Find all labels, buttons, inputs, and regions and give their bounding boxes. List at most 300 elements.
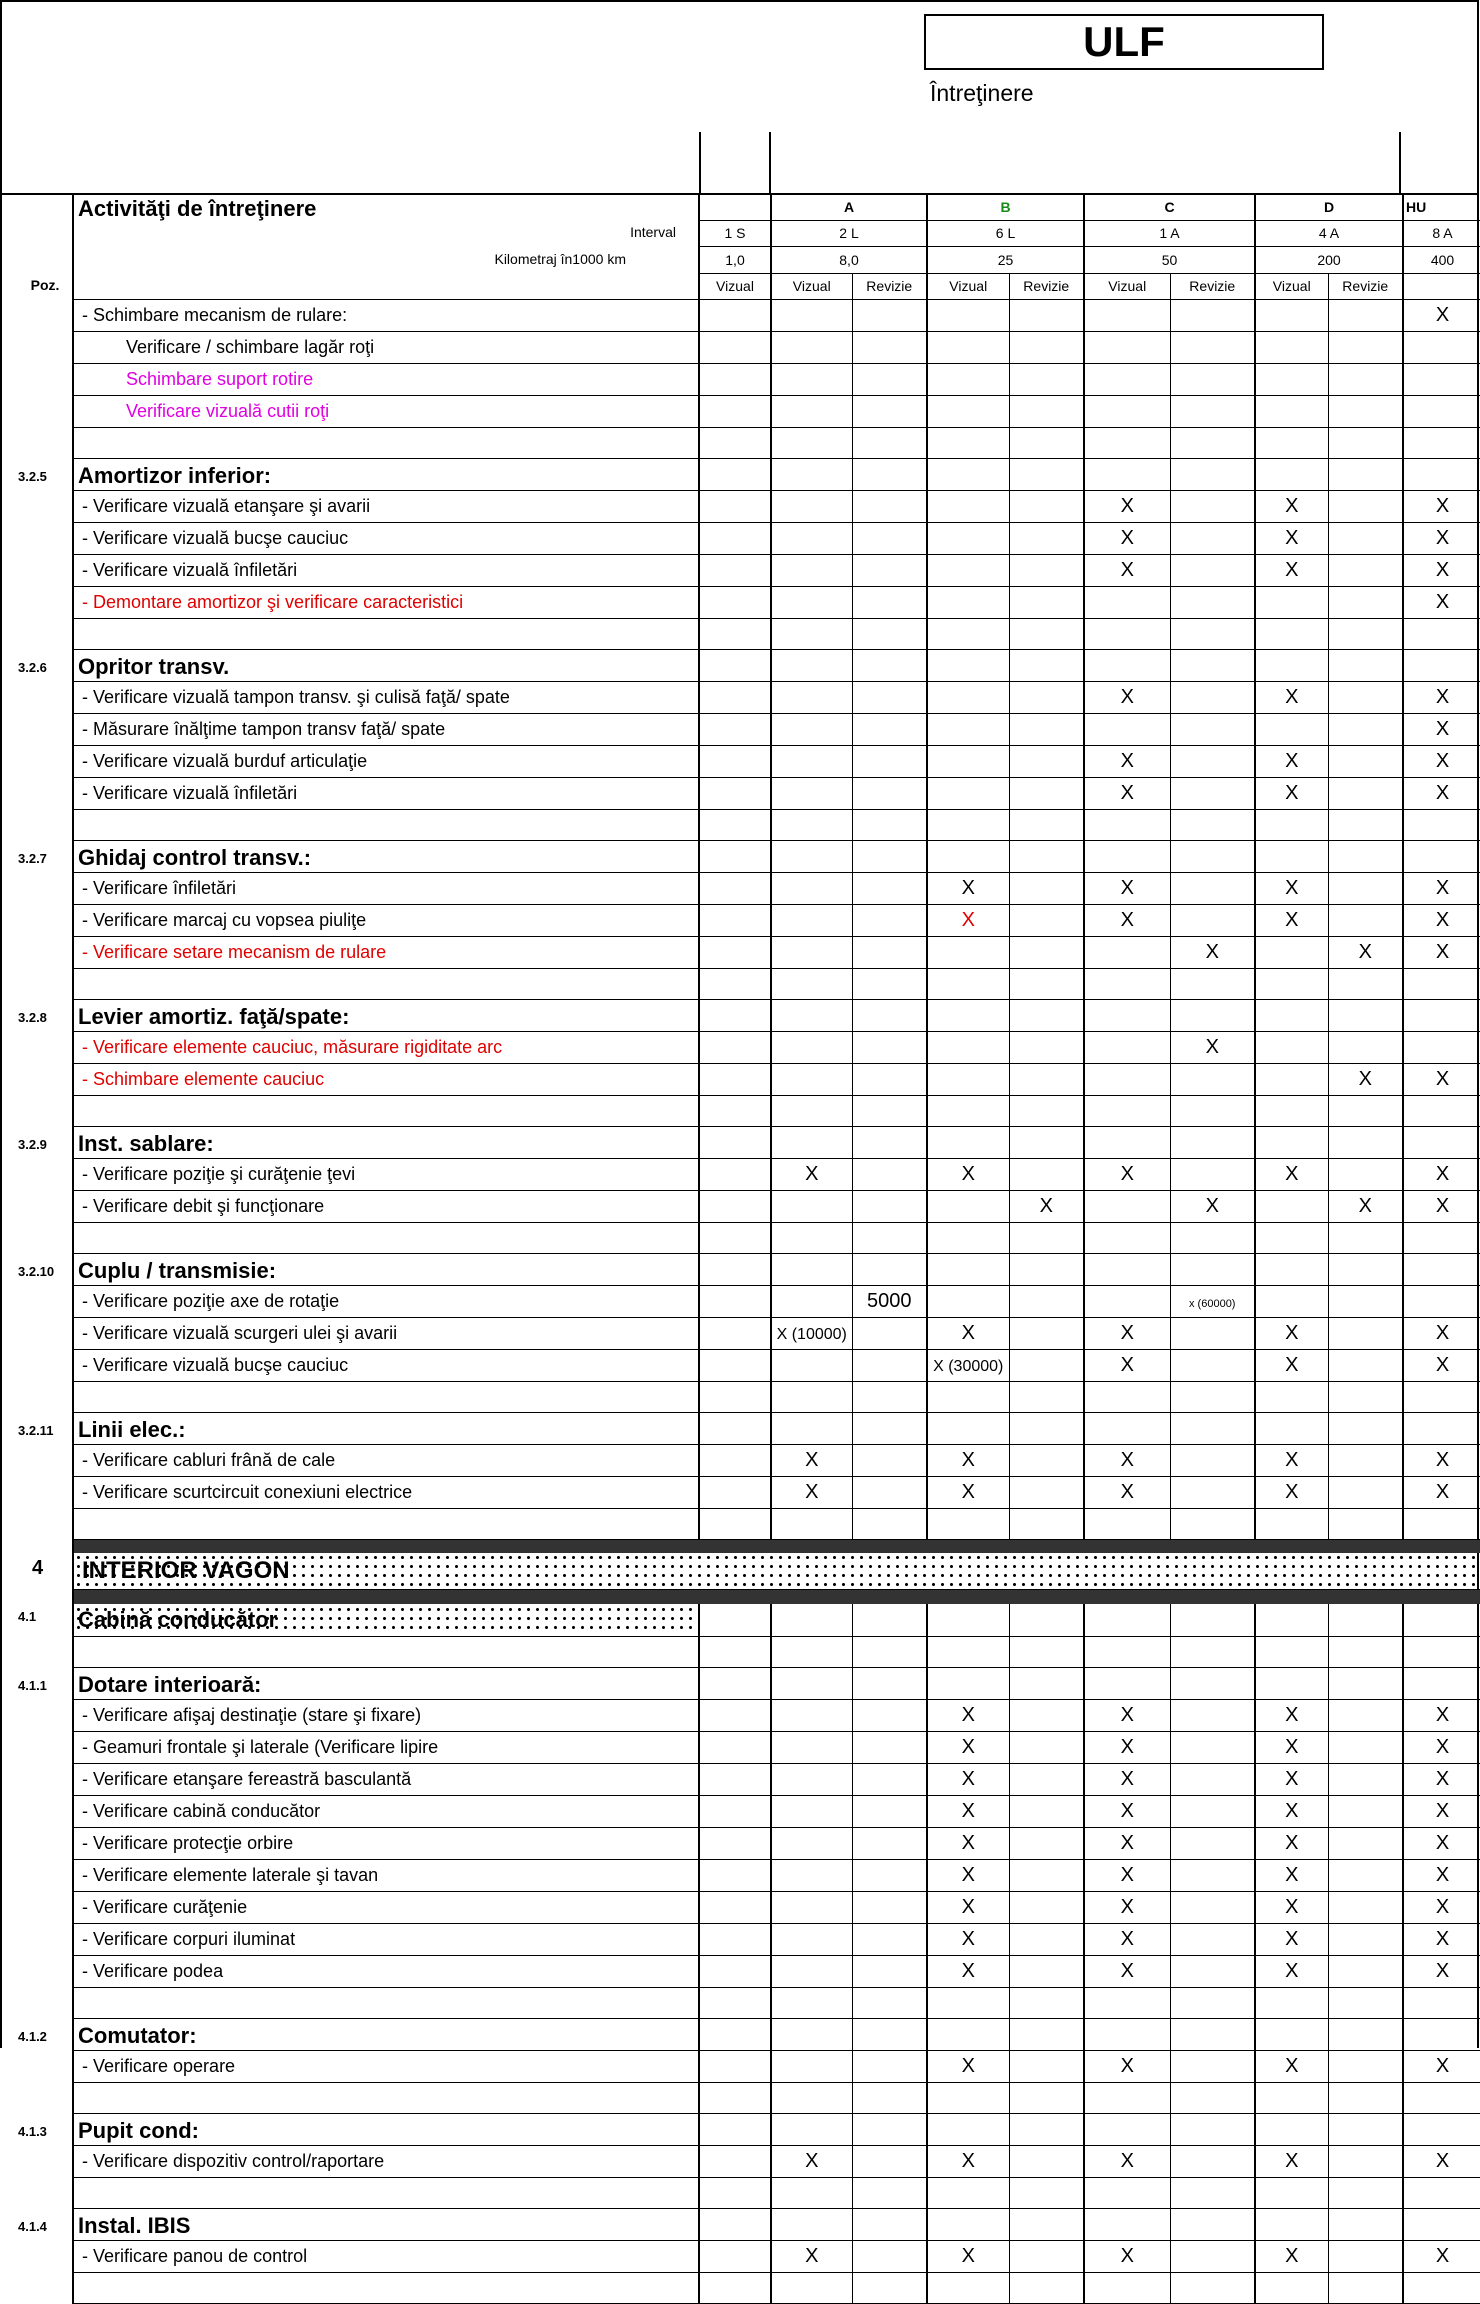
activity-row [2, 554, 1480, 586]
mark-cell [1328, 1508, 1403, 1539]
mark-value: X [1435, 1703, 1450, 1726]
mark-cell [1255, 331, 1328, 363]
mark-cell [1403, 1317, 1480, 1349]
mark-cell [1255, 1317, 1328, 1349]
mark-value: X [1435, 494, 1450, 517]
activity-row [2, 1031, 1480, 1063]
mark-cell [1328, 1763, 1403, 1795]
activity-text [73, 1285, 699, 1317]
km-value: 25 [927, 246, 1084, 273]
mark-cell [1084, 2145, 1170, 2177]
mark-value: X [1120, 1959, 1134, 1982]
mark-cell [699, 999, 771, 1031]
mark-cell [1403, 936, 1480, 968]
mark-value: X [1435, 876, 1450, 899]
mark-cell [852, 840, 927, 872]
mark-value: X [1435, 1735, 1450, 1758]
mark-cell [1403, 745, 1480, 777]
mark-cell [1403, 2145, 1480, 2177]
mark-cell [1403, 1476, 1480, 1508]
type-label: Vizual [1255, 273, 1328, 299]
mark-cell [852, 999, 927, 1031]
mark-value: X [1120, 1448, 1134, 1471]
mark-cell [699, 2050, 771, 2082]
mark-cell [699, 1126, 771, 1158]
activity-label: - Verificare afişaj destinaţie (stare şi fixare) [82, 1704, 422, 1725]
mark-cell [1255, 586, 1328, 618]
group-heading-label: Pupit cond: [78, 2118, 199, 2143]
mark-cell [699, 1636, 771, 1667]
mark-cell [1009, 1859, 1084, 1891]
mark-value: X [1285, 1480, 1299, 1503]
pos-number [2, 1955, 73, 1987]
mark-value: X [1120, 558, 1134, 581]
blank-cell [73, 1095, 699, 1126]
mark-cell [1403, 2240, 1480, 2272]
mark-cell [1255, 2082, 1328, 2113]
mark-value: X [1120, 685, 1134, 708]
mark-cell [699, 2018, 771, 2050]
mark-cell [1009, 904, 1084, 936]
blank-cell [73, 1508, 699, 1539]
mark-cell [1328, 1604, 1403, 1637]
mark-value: X [961, 2054, 975, 2077]
mark-cell [699, 1476, 771, 1508]
mark-value: X [1120, 1735, 1134, 1758]
mark-cell [699, 1095, 771, 1126]
mark-cell [927, 1222, 1009, 1253]
mark-cell [927, 1444, 1009, 1476]
mark-cell [1084, 1412, 1170, 1444]
blank-cell [73, 1222, 699, 1253]
mark-cell [1328, 1190, 1403, 1222]
mark-value: X [1435, 590, 1450, 613]
mark-cell [1255, 2050, 1328, 2082]
mark-cell [771, 1955, 852, 1987]
mark-cell [927, 999, 1009, 1031]
mark-cell [771, 1317, 852, 1349]
mark-cell [1255, 649, 1328, 681]
mark-cell [1328, 872, 1403, 904]
activity-row [2, 299, 1480, 331]
mark-cell [771, 554, 852, 586]
pos-number [2, 1063, 73, 1095]
type-label: Vizual [1084, 273, 1170, 299]
mark-cell [1328, 2177, 1403, 2208]
pos-number [2, 1158, 73, 1190]
group-heading-label: Ghidaj control transv.: [78, 845, 312, 870]
mark-cell [1170, 872, 1255, 904]
mark-cell [771, 2145, 852, 2177]
mark-cell [1170, 2240, 1255, 2272]
mark-cell [699, 1699, 771, 1731]
mark-cell [1403, 1031, 1480, 1063]
mark-cell [1084, 1476, 1170, 1508]
mark-cell [927, 1795, 1009, 1827]
mark-cell [771, 2018, 852, 2050]
mark-cell [927, 1412, 1009, 1444]
activity-text [73, 554, 699, 586]
activity-row [2, 1476, 1480, 1508]
type-label: Vizual [771, 273, 852, 299]
mark-value: X [1285, 1799, 1299, 1822]
mark-cell [1009, 1126, 1084, 1158]
mark-cell [1009, 1253, 1084, 1285]
activity-text [73, 1827, 699, 1859]
mark-cell [1403, 681, 1480, 713]
interval-value: 2 L [771, 220, 927, 246]
mark-cell [927, 1158, 1009, 1190]
activity-text [73, 2145, 699, 2177]
mark-value: X [1120, 1703, 1134, 1726]
km-label: Kilometraj în1000 km [494, 251, 626, 267]
mark-cell [927, 1285, 1009, 1317]
mark-cell [771, 1827, 852, 1859]
mark-value: 5000 [867, 1289, 912, 1312]
mark-cell [1328, 681, 1403, 713]
mark-cell [699, 936, 771, 968]
mark-cell [1328, 936, 1403, 968]
mark-cell [927, 1253, 1009, 1285]
activity-row [2, 1859, 1480, 1891]
mark-value: X [1120, 781, 1134, 804]
mark-value: X [961, 1162, 975, 1185]
mark-cell [1009, 1412, 1084, 1444]
activity-row [2, 713, 1480, 745]
mark-cell [1255, 2145, 1328, 2177]
mark-cell [1403, 809, 1480, 840]
mark-cell [1009, 999, 1084, 1031]
mark-cell [1009, 554, 1084, 586]
mark-cell [1403, 1987, 1480, 2018]
pos-number [2, 618, 73, 649]
activity-row [2, 2050, 1480, 2082]
mark-cell [927, 745, 1009, 777]
km-value: 1,0 [699, 246, 771, 273]
mark-cell [1009, 1444, 1084, 1476]
mark-value: X [1435, 1895, 1450, 1918]
mark-cell [852, 1349, 927, 1381]
mark-cell [1255, 2177, 1328, 2208]
mark-cell [1084, 2113, 1170, 2145]
mark-cell [1403, 649, 1480, 681]
mark-cell [1328, 1476, 1403, 1508]
mark-value: X [1205, 1194, 1219, 1217]
mark-cell [1170, 1126, 1255, 1158]
mark-cell [1084, 1604, 1170, 1637]
mark-cell [1328, 2145, 1403, 2177]
mark-cell [699, 586, 771, 618]
mark-cell [771, 999, 852, 1031]
blank-row [2, 809, 1480, 840]
mark-cell [699, 1859, 771, 1891]
activity-row [2, 395, 1480, 427]
activity-label: - Verificare vizuală scurgeri ulei şi avarii [82, 1322, 398, 1343]
activity-label: - Schimbare mecanism de rulare: [82, 304, 348, 325]
group-heading-row [2, 999, 1480, 1031]
mark-cell [927, 331, 1009, 363]
blank-cell [73, 2082, 699, 2113]
mark-cell [1403, 427, 1480, 458]
mark-cell [1084, 1731, 1170, 1763]
pos-number: 4 [2, 1553, 73, 1590]
mark-value: X [1205, 940, 1219, 963]
mark-cell [699, 1795, 771, 1827]
mark-cell [852, 904, 927, 936]
mark-cell [1084, 649, 1170, 681]
header-divider [699, 132, 701, 194]
mark-cell [1170, 2018, 1255, 2050]
mark-cell [1403, 1444, 1480, 1476]
activity-text [73, 777, 699, 809]
activity-text [73, 395, 699, 427]
mark-cell [852, 1126, 927, 1158]
mark-cell [927, 968, 1009, 999]
mark-cell [852, 809, 927, 840]
mark-value: X [1285, 558, 1299, 581]
mark-cell [1170, 1731, 1255, 1763]
mark-cell [1084, 2082, 1170, 2113]
mark-cell [1170, 2050, 1255, 2082]
mark-cell [1328, 1891, 1403, 1923]
mark-cell [1009, 1095, 1084, 1126]
mark-cell [1328, 554, 1403, 586]
mark-value: X [1285, 2244, 1299, 2267]
mark-cell [927, 1636, 1009, 1667]
mark-cell [1255, 1699, 1328, 1731]
mark-cell [1009, 1381, 1084, 1412]
group-heading [73, 458, 699, 490]
mark-cell [1328, 2240, 1403, 2272]
pos-number [2, 681, 73, 713]
mark-cell [1328, 1253, 1403, 1285]
mark-cell [699, 1158, 771, 1190]
activity-row [2, 1923, 1480, 1955]
activity-text [73, 586, 699, 618]
mark-cell [1084, 586, 1170, 618]
mark-value: X [1435, 303, 1450, 326]
mark-cell [1403, 1095, 1480, 1126]
mark-cell [1170, 713, 1255, 745]
mark-cell [1170, 554, 1255, 586]
mark-cell [1170, 331, 1255, 363]
mark-cell [699, 777, 771, 809]
pos-number [2, 872, 73, 904]
mark-cell [699, 331, 771, 363]
activity-row [2, 1827, 1480, 1859]
group-heading-row [2, 840, 1480, 872]
mark-cell [1255, 1508, 1328, 1539]
mark-cell [927, 2145, 1009, 2177]
activity-label: Verificare vizuală cutii roţi [126, 400, 330, 421]
group-heading [73, 2208, 699, 2240]
mark-cell [771, 1063, 852, 1095]
activity-row [2, 1731, 1480, 1763]
activity-row [2, 1955, 1480, 1987]
mark-cell [852, 2018, 927, 2050]
mark-cell [1084, 1190, 1170, 1222]
activity-row [2, 1763, 1480, 1795]
mark-cell [1403, 2113, 1480, 2145]
activity-text [73, 872, 699, 904]
mark-value: X [1435, 1321, 1450, 1344]
mark-value: X [805, 2244, 819, 2267]
mark-cell [1328, 1317, 1403, 1349]
mark-value: X [1435, 1767, 1450, 1790]
mark-cell [1255, 1381, 1328, 1412]
mark-cell [1328, 649, 1403, 681]
mark-cell [1084, 2272, 1170, 2303]
mark-cell [1170, 522, 1255, 554]
mark-cell [1328, 809, 1403, 840]
mark-value: X [1285, 1448, 1299, 1471]
mark-cell [699, 1987, 771, 2018]
mark-cell [699, 2177, 771, 2208]
mark-cell [1255, 681, 1328, 713]
group-heading-label: Dotare interioară: [78, 1672, 262, 1697]
mark-cell [1403, 999, 1480, 1031]
mark-cell [1403, 458, 1480, 490]
pos-number [2, 1859, 73, 1891]
mark-cell [1009, 713, 1084, 745]
mark-cell [771, 490, 852, 522]
group-a: A [771, 194, 927, 220]
pos-number [2, 2145, 73, 2177]
mark-cell [1403, 1667, 1480, 1699]
mark-cell [1170, 1095, 1255, 1126]
mark-value: X [961, 1480, 975, 1503]
mark-cell [1084, 999, 1170, 1031]
mark-value: X [1285, 2054, 1299, 2077]
mark-cell [1170, 395, 1255, 427]
mark-cell [1255, 968, 1328, 999]
mark-cell [771, 458, 852, 490]
mark-cell [852, 490, 927, 522]
mark-cell [1403, 1349, 1480, 1381]
mark-cell [699, 1955, 771, 1987]
mark-cell [1084, 1508, 1170, 1539]
group-heading [73, 1253, 699, 1285]
blank-cell [73, 809, 699, 840]
activity-label: - Verificare cabină conducător [82, 1800, 321, 1821]
group-heading [73, 840, 699, 872]
mark-cell [1009, 1827, 1084, 1859]
blank-cell [73, 968, 699, 999]
activity-row [2, 1063, 1480, 1095]
mark-value: X [1120, 2244, 1134, 2267]
type-label: Vizual [927, 273, 1009, 299]
mark-cell [852, 1604, 927, 1637]
mark-value: X [1120, 1162, 1134, 1185]
mark-cell [927, 777, 1009, 809]
mark-cell [1084, 2177, 1170, 2208]
mark-value: X [1435, 940, 1450, 963]
mark-cell [1328, 2272, 1403, 2303]
mark-cell [699, 1317, 771, 1349]
mark-cell [1328, 427, 1403, 458]
mark-cell [1009, 1731, 1084, 1763]
mark-cell [1009, 1795, 1084, 1827]
activity-label: - Verificare vizuală bucşe cauciuc [82, 527, 349, 548]
mark-cell [1403, 2082, 1480, 2113]
pos-number: 4.1.4 [2, 2208, 73, 2240]
mark-cell [771, 809, 852, 840]
mark-cell [1084, 363, 1170, 395]
section-bar [2, 1590, 1480, 1604]
mark-cell [1084, 1349, 1170, 1381]
mark-cell [1009, 490, 1084, 522]
mark-cell [1255, 1795, 1328, 1827]
activities-header [73, 194, 699, 299]
activity-row [2, 681, 1480, 713]
mark-cell [771, 427, 852, 458]
mark-cell [1084, 1285, 1170, 1317]
mark-cell [1328, 745, 1403, 777]
mark-cell [1255, 1158, 1328, 1190]
mark-cell [771, 1253, 852, 1285]
mark-cell [1403, 1955, 1480, 1987]
interval-value: 4 A [1255, 220, 1403, 246]
type-label: Vizual [699, 273, 771, 299]
mark-cell [1255, 1349, 1328, 1381]
activity-text [73, 2240, 699, 2272]
mark-cell [852, 1987, 927, 2018]
document-subtitle: Întreţinere [930, 80, 1034, 106]
mark-value: X [1285, 1735, 1299, 1758]
mark-cell [1328, 2208, 1403, 2240]
mark-value: X [1435, 1353, 1450, 1376]
activity-label: Schimbare suport rotire [126, 368, 314, 389]
mark-cell [771, 1859, 852, 1891]
mark-cell [1084, 1987, 1170, 2018]
mark-cell [1255, 2113, 1328, 2145]
blank-row [2, 618, 1480, 649]
mark-value: X [1435, 526, 1450, 549]
mark-cell [771, 1349, 852, 1381]
pos-number: 3.2.9 [2, 1126, 73, 1158]
mark-cell [1009, 2240, 1084, 2272]
mark-cell [1403, 395, 1480, 427]
mark-cell [1084, 1667, 1170, 1699]
mark-cell [699, 1412, 771, 1444]
mark-cell [1403, 840, 1480, 872]
mark-cell [699, 840, 771, 872]
group-heading-label: Cuplu / transmisie: [78, 1258, 277, 1283]
mark-value: X [1435, 717, 1450, 740]
activity-text [73, 1317, 699, 1349]
mark-cell [1403, 363, 1480, 395]
mark-value: X [1120, 1353, 1134, 1376]
mark-cell [1403, 2050, 1480, 2082]
mark-cell [1170, 1253, 1255, 1285]
mark-cell [1328, 2082, 1403, 2113]
mark-cell [1255, 1636, 1328, 1667]
mark-cell [1255, 1285, 1328, 1317]
mark-cell [699, 2082, 771, 2113]
mark-cell [852, 363, 927, 395]
mark-value: X [1285, 781, 1299, 804]
mark-value: X [1285, 1162, 1299, 1185]
mark-cell [1328, 1795, 1403, 1827]
mark-cell [1403, 331, 1480, 363]
mark-cell [1084, 1827, 1170, 1859]
mark-cell [1328, 1222, 1403, 1253]
mark-cell [1084, 681, 1170, 713]
mark-cell [1255, 1955, 1328, 1987]
mark-cell [852, 1891, 927, 1923]
mark-value: X [1120, 526, 1134, 549]
blank-cell [73, 2177, 699, 2208]
